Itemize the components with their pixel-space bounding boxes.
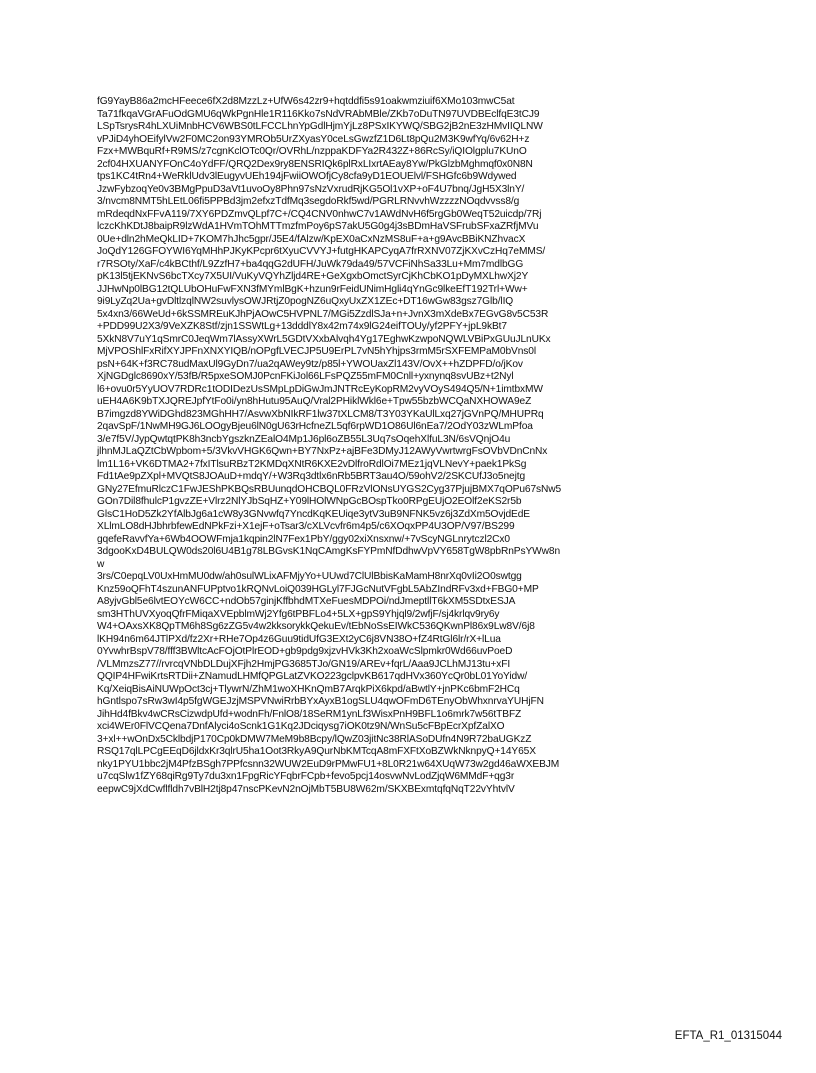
document-text-line: GOn7Dil8fhulcP1gvzZE+Vlrz2NlYJbSqHZ+Y09lHOlWNpGcBOspTko0RPgEUjO2EOlf2eKS2r5b <box>97 496 522 507</box>
document-text-line: JihHd4fBkv4wCRsCizwdpUfd+wodnFh/FnlO8/18SeRM1ynLf3WisxPnH9BFL1o6mrk7w56tTBFZ <box>97 708 522 720</box>
document-text-line: 5XkN8V7uY1qSmrC0JeqWm7lAssyXWrL5GDtVXxbAlvqh4Yg17EghwKzwpoNQWLVBiPxGUuJLnUKx <box>97 333 551 345</box>
document-text-line: lczcKhKDtJ8baipR9lzWdA1HVmTOhMTTmzfmPoy6pS7akU5G0g4j3sBDmHaVSFrubSFxaZRfjMVu <box>97 221 539 232</box>
document-text-line: l6+ovu0r5YyUOV7RDRc1tODIDezUsSMpLpDiGwJmJNTRcEyKopRM2vyVOyS494Q5/N+1imtbxMW <box>97 383 543 395</box>
document-text-line: 2qavSpF/1NwMH9GJ6LOOgyBjeu6lN0gU63rHcfneZL5qf6rpWD1O86Ul6nEa7/2OdY03zWLmPfoa <box>97 421 533 432</box>
document-text-line: u7cqSlw1fZY68qiRg9Ty7du3xn1FpgRicYFqbrFCpb+fevo5pcj14osvwNvLodZjqW6MMdF+qg3r <box>97 771 515 782</box>
document-text-line: RSQ17qlLPCgEEqD6jldxKr3qlrU5ha1Oot3RkyA9QurNbKMTcqA8mFXFtXoBZWkNknpyQ+14Y65X <box>97 746 536 757</box>
document-text-line: jlhnMJLaQZtCbWpbom+5/3VkvVHGK6Qwn+BY7NxPz+ajBFe3DMyJ12AWyVwrtwrgFsOVbVDnCnNx <box>97 446 548 457</box>
document-text-line: MjVPOShlFxRifXYJPFnXNXYIQB/nOPgfLVECJP5U9ErPL7vN5hYhjps3rmM5rSXFEMPaM0bVns0l <box>97 346 536 357</box>
document-text-line: A8yjvGbl5e6lvtEOYcW6CC+ndOb57ginjKffbhdMTXeFuesMDPOi/ndJmeptllT6kXM5SDtxESJA <box>97 596 516 607</box>
document-text-line: 3dgooKxD4BULQW0ds20l6U4B1g78LBGvsK1NqCAmgKsFYPmNfDdhwVpVY658TgW8pbRnPsYWw8n <box>97 546 561 557</box>
document-text-line: W4+OAxsXK8QpTM6h8Sg6zZG5v4w2kksorykkQekuEv/tEbNoSsEIWkC536QKwnPl86x9Lw8V/6j8 <box>97 621 535 632</box>
document-id-footer: EFTA_R1_01315044 <box>674 1030 782 1042</box>
document-text-line: Knz59oQFhT4szunANFUPptvo1kRQNvLoiQ039HGLyl7FJGcNutVFgbL5AbZIndRFv3xd+FBG0+MP <box>97 583 539 595</box>
document-text-line: Fzx+MWBquRf+R9MS/z7cgnKclOTc0Qr/OVRhL/nzppaKDFYa2R432Z+86RcSy/iQIOlgplu7KUnO <box>97 146 527 157</box>
document-text-line: QQIP4HFwiKrtsRTDii+ZNamudLHMfQPGLatZVKO223gclpvKB617qdHVx360YcQr0bL01YoYidw/ <box>97 671 528 682</box>
document-text-line: GlsC1HoD5Zk2YfAlbJg6a1cW8y3GNvwfq7YncdKqKEUiqe3ytV3uB9NFNK5vz6j3ZdXm5OvjdEdE <box>97 508 530 520</box>
document-text-line: 3+xl++wOnDx5CklbdjP170Cp0kDMW7MeM9b8Bcpy/lQwZ03jitNc38RlASoDUfn4N9R72baUGKzZ <box>97 733 532 745</box>
document-text-line: 9i9LyZq2Ua+gvDltlzqlNW2suvlysOWJRtjZ0pogNZ6uQxyUxZX1ZEc+DT16wGw83gsz7Glb/lIQ <box>97 296 514 307</box>
document-text-line: LSpTsrysR4hLXUiMnbHCV6WBS0tLFCCLhnYpGdlHjmYjLz8PSxIKYWQ/SBG2jB2nE3zHMvIIQLNW <box>97 121 543 132</box>
document-text-line: GNy27EfmuRlczC1FwJEShPKBQsRBUunqdOHCBQL0FRzVlONsUYGS2Cyg37PjujBMX7qOPu67sNw5 <box>97 483 562 495</box>
document-text-line: XjNGDglc8690xY/53fB/R5pxeSOMJ0PcnFKiJol66LFsPQZ55mFM0Cnll+yxnynq8svUBz+t2Nyl <box>97 371 514 382</box>
document-text-line: XLlmLO8dHJbhrbfewEdNPkFzi+X1ejF+oTsar3/cXLVcvfr6m4p5/c6XOqxPP4U3OP/V97/BS299 <box>97 521 515 532</box>
document-text-line: JzwFybzoqYe0v3BMgPpuD3aVt1uvoOy8Phn97sNzVxrudRjKG5Ol1vXP+oF4U7bnq/JgH5X3lnY/ <box>97 183 525 195</box>
document-text-line: +PDD99U2X3/9VeXZK8Stf/zjn1SSWtLg+13dddlY8x42m74x9lG24eifTOUy/yf2PFY+jpL9kBt7 <box>97 321 507 332</box>
document-text-line: lm1L16+VK6DTMA2+7fxITlsuRBzT2KMDqXNtR6KXE2vDlfroRdlOi7MEz1jqVLNevY+paek1PkSg <box>97 458 527 470</box>
document-text-line: 2cf04HXUANYFOnC4oYdFF/QRQ2Dex9ry8ENSRIQk6plRxLIxrtAEay8Yw/PkGlzbMghmqf0x0N8N <box>97 158 533 170</box>
document-text-line: vPJiD4yhOEifylVw2F0MC2on93YMROb5UrZXyasY0ceLsGwzfZ1D6Lt8pQu2M3K9wfYq/6v62H+z <box>97 133 530 145</box>
document-text-line: Fd1tAe9pZXpl+MVQtS8JOAuD+mdqY/+W3Rq3dtlx6nRb5BRT3au4O/59ohV2/2SKCUfJ3o5nejtg <box>97 471 526 482</box>
document-text-line: hGntlspo7sRw3wI4p5fgWGEJzjMSPVNwiRrbBYxAyxB1ogSLU4qwOFmD6TEnyObWhxnrvaYUHjFN <box>97 696 544 707</box>
document-text-line: Ta71fkqaVGrAFuOdGMU6qWkPgnHle1R116Kko7sNdVRAbMBle/ZKb7oDuTN97UVDBEclfqE3tCJ9 <box>97 108 540 120</box>
document-text-line: Kq/XeiqBisAiNUWpOct3cj+TlywrN/ZhM1woXHKnQmB7ArqkPiX6kpd/aBwtlY+jnPKc6bmF2HCq <box>97 683 520 695</box>
document-text-line: w <box>97 558 105 570</box>
document-text-line: gqefeRavvfYa+6Wb4OOWFmja1kqpin2lN7Fex1PbY/ggy02xiXnsxnw/+7vScyNGLnrytczl2Cx0 <box>97 533 510 545</box>
document-text-line: 5x4xn3/66WeUd+6kSSMREuKJhPjAOwC5HVPNL7/MGi5ZzdlSJa+n+JvnX3mXdeBx7EGvG8v5C53R <box>97 308 549 320</box>
document-text-line: sm3HThUVXyoqQfrFMiqaXVEpblmWj2Yfg6tPBFLo4+5LX+gpS9Yhjql9/2wfjF/sj4krlqv9ry6y <box>97 608 500 620</box>
document-text-line: r7RSOty/XaF/c4kBCthf/L9ZzfH7+ba4qqG2dUFH/JuWk79da49/57VCFiNhSa33Lu+Mm7mdlbGG <box>97 258 524 270</box>
document-text-line: /VLMmzsZ77//rvrcqVNbDLDujXFjh2HmjPG3685TJo/GN19/AREv+fqrL/Aaa9JCLhMJ13tu+xFI <box>97 658 511 670</box>
document-text-line: uEH4A6K9bTXJQREJpfYtFo0i/yn8hHutu95AuQ/Vral2PHiklWkl6e+Tpw55bzbWCQaNXHOWA9eZ <box>97 396 532 407</box>
document-text-line: 0Ue+dln2hMeQkLID+7KOM7hJhc5gpr/J5E4/fAlzw/KpEX0aCxNzMS8uF+a+g9AvcBBiKNZhvacX <box>97 233 526 245</box>
document-text-line: eepwC9jXdCwflfldh7vBlH2tj8p47nscPKevN2nOjMbT5BU8W62m/SKXBExmtqfqNqT22vYhtvlV <box>97 783 515 795</box>
document-text-line: 3/e7f5V/JypQwtqtPK8h3ncbYgszknZEalO4Mp1J6pl6oZB55L3Uq7sOqehXlfuL3N/6sVQnjO4u <box>97 433 511 445</box>
document-text-line: B7imgzd8YWiDGhd823MGhHH7/AsvwXbNIkRF1lw37tXLCM8/T3Y03YKaUlLxq27jGVnPQ/MHUPRq <box>97 408 544 420</box>
document-text-line: 0YvwhrBspV78/fff3BWltcAcFOjOtPlrEOD+gb9pdg9xjzvHVk3Kh2xoaWcSlpmkr0Wd66uvPoeD <box>97 646 513 657</box>
document-text-line: pK13l5tjEKNvS6bcTXcy7X5UI/VuKyVQYhZljd4RE+GeXgxbOmctSyrCjKhCbKO1pDyMXLhwXj2Y <box>97 271 529 282</box>
document-text-line: fG9YayB86a2mcHFeece6fX2d8MzzLz+UfW6s42zr9+hqtddfi5s91oakwmziuif6XMo103mwC5at <box>97 96 515 107</box>
document-text-line: JoQdY126GFOYWI6YqMHhPJKyKPcpr6tXyuCVVYJ+futgHKAPCyqA7frRXNV07ZjKXvCzHq7eMMS/ <box>97 246 546 257</box>
document-body <box>97 96 737 796</box>
document-text-line: xci4WEr0FlVCQena7DnfAlyci4oScnk1G1Kq2JDciqysg7iOK0tz9N/WnSu5cFBpEcrXpfZalXO <box>97 721 505 732</box>
document-text-line: tps1KC4tRn4+WeRklUdv3lEugyvUEh194jFwiiOWOfjCy8cfa9yD1EOUElvl/FSHGfc6b9Wdywed <box>97 171 517 182</box>
document-text-line: 3/nvcm8NMT5hLEtL06fi5PPBd3jm2efxzTdfMq3segdoRkf5wd/PGRLRNvvhWzzzzNOqdvvss8/g <box>97 196 520 207</box>
document-text-line: 3rs/C0epqLV0UxHmMU0dw/ah0sulWLixAFMjyYo+UUwd7ClUlBbisKaMamH8nrXq0vIi2O0swtgg <box>97 571 522 582</box>
document-text-line: lKH94n6m64JTlPXd/fz2Xr+RHe7Op4z6Guu9tidUfG3EXt2yC6j8VN38O+fZ4RtGl6lr/rX+lLua <box>97 633 501 645</box>
document-text-line: nky1PYU1bbc2jM4PfzBSgh7PPfcsnn32WUW2EuD9rPMwFU1+8L0R21w64XUqW73w2gd46aWXEBJM <box>97 758 560 770</box>
document-text-line: JJHwNp0lBG12tQLUbOHuFwFXN3fMYmlBgK+hzun9rFeidUNimHgli4qYnGc9lkeEfT192Trl+Ww+ <box>97 283 528 295</box>
document-text-line: mRdeqdNxFFvA119/7XY6PDZmvQLpf7C+/CQ4CNV0nhwC7v1AWdNvH6f5rgGb0WeqT52uicdp/7Rj <box>97 208 542 220</box>
document-text-line: psN+64K+f3RC78udMaxUl9GyDn7/ua2qAWey9tz/p85l+YWOUaxZl143V/OvX++hZDPFD/o/jKov <box>97 358 523 370</box>
